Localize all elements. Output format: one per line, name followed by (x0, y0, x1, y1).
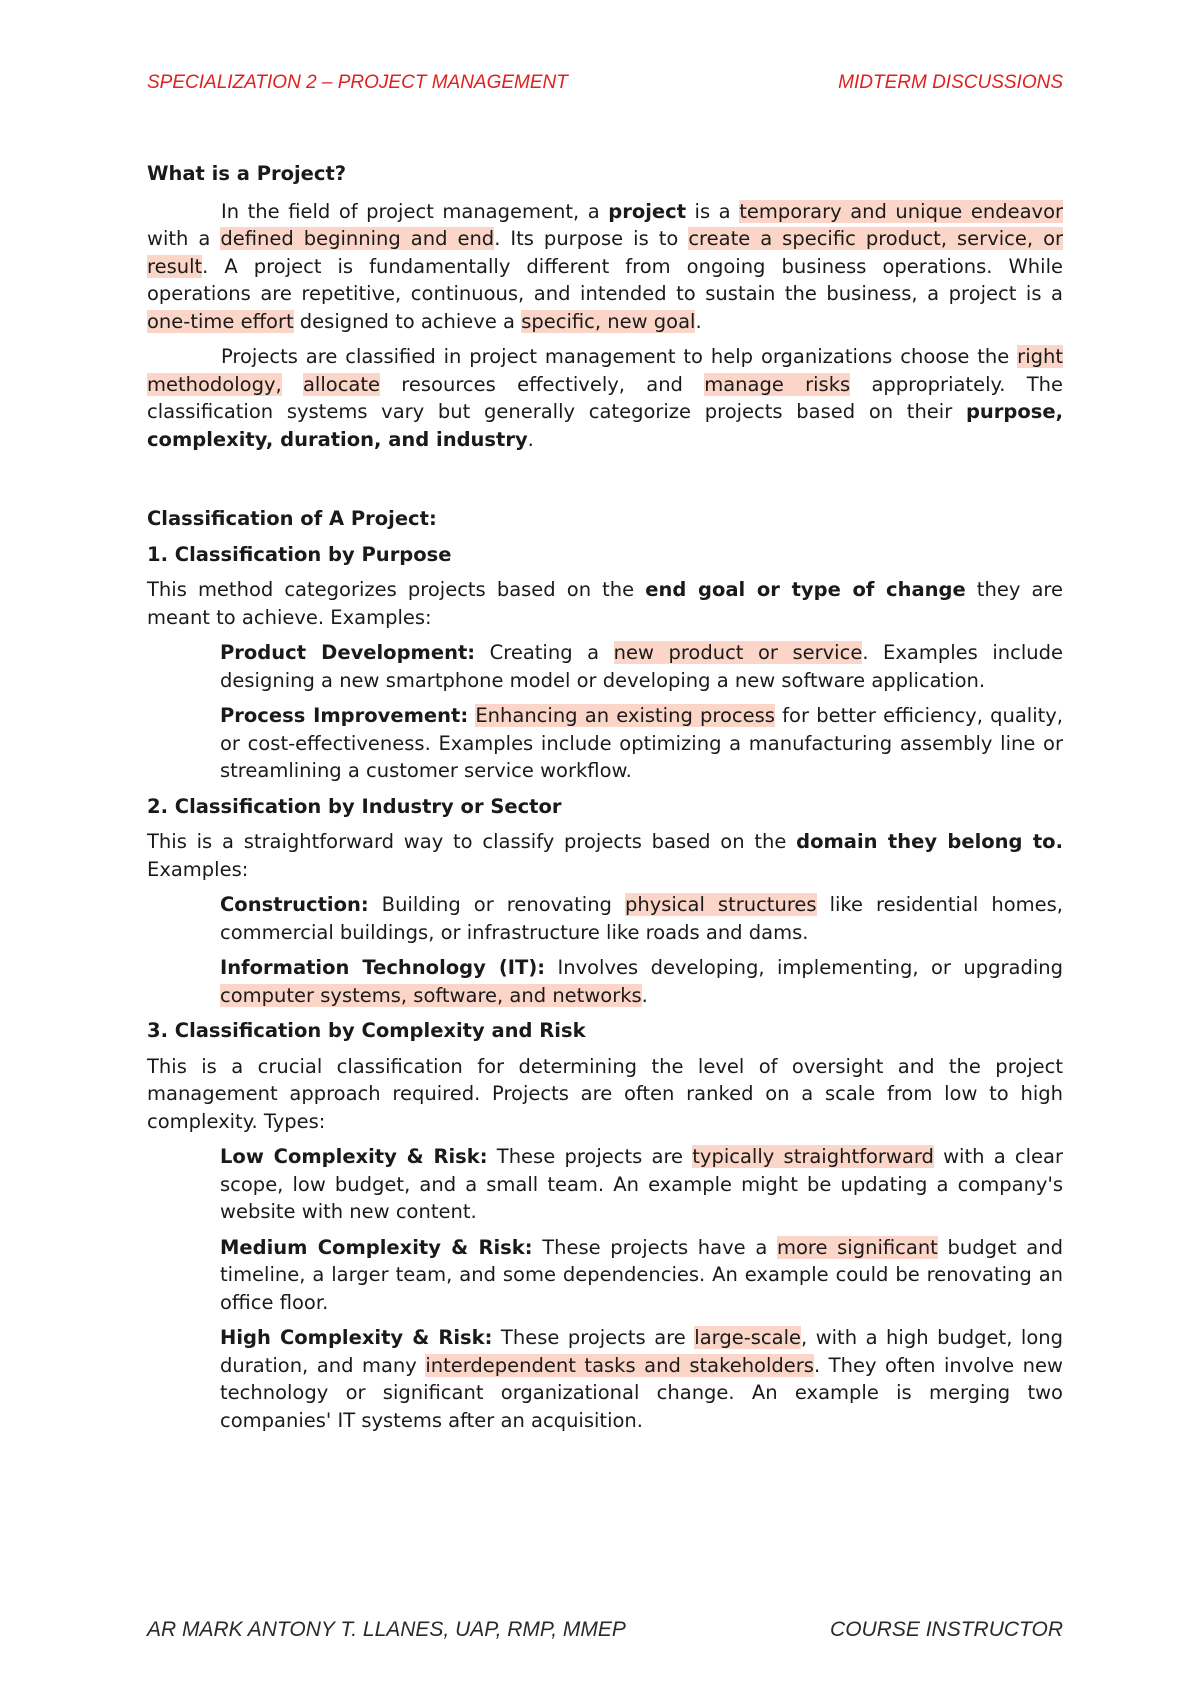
highlight-enhancing-process: Enhancing an existing process (475, 704, 775, 727)
list-item-low-complexity: Low Complexity & Risk: These projects are typically straightforward with a clear scope, low budget, and a small team. An example might be updating a company's website with new content. (220, 1145, 1063, 1223)
highlight-large-scale: large-scale (694, 1326, 801, 1349)
page-header (147, 72, 1063, 94)
list-item-high-complexity: High Complexity & Risk: These projects are large-scale, with a high budget, long duration, and many interdependent tasks and stakeholders. They often involve new technology or significant organizational change. An example is merging two companies' IT systems after an acquisition. (220, 1326, 1063, 1432)
subheading-by-purpose: 1. Classification by Purpose (147, 542, 452, 566)
highlight-allocate: allocate (302, 372, 381, 396)
list-item-construction: Construction: Building or renovating physical structures like residential homes, commercial buildings, or infrastructure like roads and dams. (220, 893, 1063, 944)
highlight-temporary-unique: temporary and unique endeavor (739, 199, 1064, 223)
page-footer (147, 1618, 1063, 1642)
subheading-by-complexity: 3. Classification by Complexity and Risk (147, 1019, 586, 1042)
highlight-computer-systems: computer systems, software, and networks (220, 983, 642, 1007)
highlight-physical-structures: physical structures (624, 893, 817, 916)
term-project: project (608, 199, 687, 223)
term-classification-bases: purpose, complexity, duration, and industry (147, 400, 1063, 451)
footer-instructor-role: COURSE INSTRUCTOR (830, 1618, 1063, 1641)
section-heading-what-is-project: What is a Project? (147, 162, 347, 185)
highlight-typically-straightforward: typically straightforward (692, 1145, 934, 1168)
highlight-manage-risks: manage risks (704, 372, 851, 396)
highlight-defined-beginning-end: defined beginning and end (220, 227, 495, 250)
document-body (147, 160, 1063, 1434)
highlight-right-methodology: right methodology, (147, 345, 1063, 396)
list-item-medium-complexity: Medium Complexity & Risk: These projects have a more significant budget and timeline, a larger team, and some dependencies. An example could be renovating an office floor. (220, 1235, 1063, 1314)
paragraph-complexity-intro: This is a crucial classification for determining the level of oversight and the project management approach required. Projects are often ranked on a scale from low to high complexity. Types: (147, 1054, 1063, 1133)
paragraph-industry-intro: This is a straightforward way to classify projects based on the domain they belong to. Examples: (147, 830, 1063, 881)
list-item-information-technology: Information Technology (IT): Involves developing, implementing, or upgrading computer systems, software, and networks. (220, 956, 1063, 1007)
highlight-new-product: new product or service (613, 641, 863, 664)
paragraph-project-definition: In the field of project management, a project is a temporary and unique endeavor with a defined beginning and end. Its purpose is to create a specific product, service, or result. A project is fundamentally different from ongoing business operations. While operations are repetitive, continuous, and intended to sustain the business, a project is a one-time effort designed to achieve a specific, new goal. (147, 199, 1064, 333)
header-course-title: SPECIALIZATION 2 – PROJECT MANAGEMENT (147, 72, 568, 93)
header-section-label: MIDTERM DISCUSSIONS (838, 72, 1063, 93)
list-item-product-development: Product Development: Creating a new product or service. Examples include designing a new smartphone model or developing a new software application. (220, 641, 1064, 692)
paragraph-project-classification-purpose: Projects are classified in project management to help organizations choose the right methodology, allocate resources effectively, and manage risks appropriately. The classification systems vary but generally categorize projects based on their purpose, complexity, duration, and industry. (147, 345, 1063, 451)
footer-instructor-name: AR MARK ANTONY T. LLANES, UAP, RMP, MMEP (147, 1618, 626, 1641)
section-heading-classification: Classification of A Project: (147, 507, 437, 530)
paragraph-purpose-intro: This method categorizes projects based on the end goal or type of change they are meant to achieve. Examples: (147, 578, 1063, 629)
highlight-more-significant: more significant (776, 1235, 938, 1259)
subheading-by-industry: 2. Classification by Industry or Sector (147, 794, 562, 818)
highlight-specific-new-goal: specific, new goal (521, 309, 696, 333)
highlight-specific-result: create a specific product, service, or result (147, 227, 1064, 278)
highlight-interdependent-tasks: interdependent tasks and stakeholders (425, 1353, 814, 1377)
list-item-process-improvement: Process Improvement: Enhancing an existing process for better efficiency, quality, or cost-effectiveness. Examples include optimizing a manufacturing assembly line or streamlining a customer service workflow. (220, 704, 1063, 782)
highlight-one-time-effort: one-time effort (147, 309, 294, 333)
